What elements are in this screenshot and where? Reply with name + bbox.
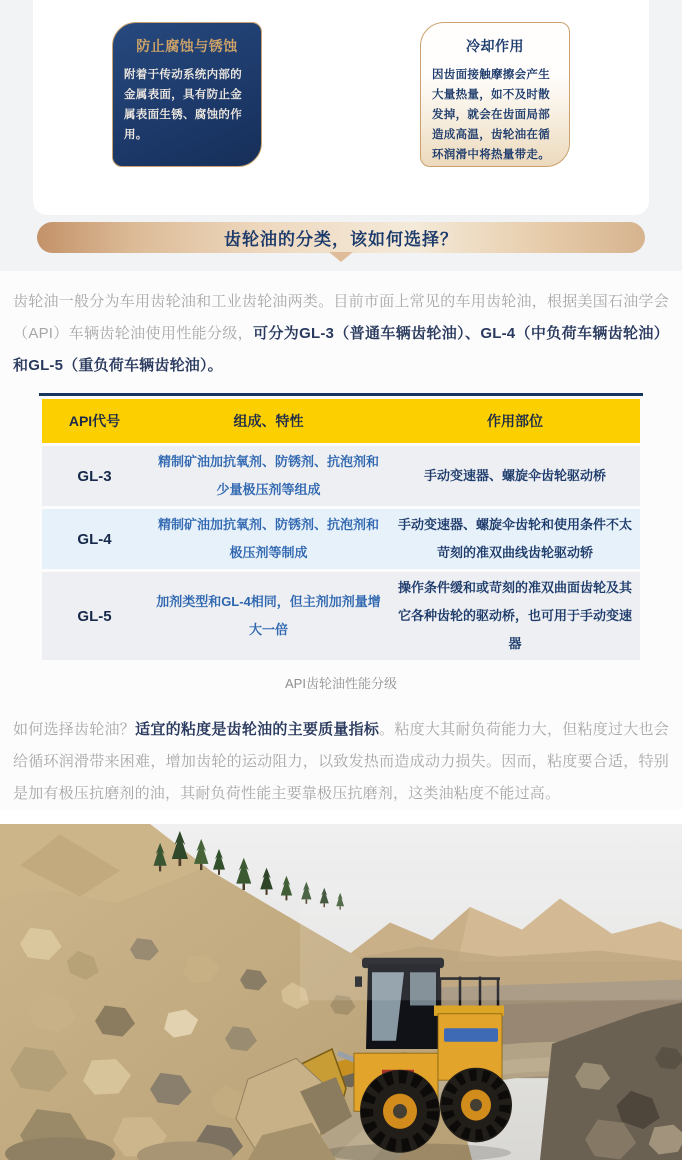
table-header-application: 作用部位 <box>487 413 543 429</box>
section-banner <box>37 222 645 262</box>
loader-front-wheel <box>360 1070 440 1153</box>
table-header-composition: 组成、特性 <box>233 413 304 429</box>
card-title-cooling: 冷却作用 <box>466 38 524 54</box>
api-grade-table <box>39 393 643 660</box>
paragraph-selection-bold: 适宜的粘度是齿轮油的主要质量指标 <box>135 721 380 738</box>
banner-pointer-triangle <box>329 252 353 262</box>
cell-code-gl5: GL-5 <box>77 607 112 625</box>
cell-code-gl3: GL-3 <box>77 467 112 485</box>
quarry-loader-photo <box>0 824 682 1160</box>
cell-application-gl4: 手动变速器、螺旋伞齿轮和使用条件不太苛刻的准双曲线齿轮驱动轿 <box>397 517 632 560</box>
banner-title: 齿轮油的分类，该如何选择？ <box>224 230 458 249</box>
cell-code-gl4: GL-4 <box>77 530 112 548</box>
loader-blue-panel <box>444 1028 498 1041</box>
article-body <box>0 271 682 810</box>
intro-section <box>0 0 682 271</box>
paragraph-classification-normal: 齿轮油一般分为车用齿轮油和工业齿轮油两类。目前市面上常见的车用齿轮油，根据美国石油学会（API）车辆齿轮油使用性能分级， <box>13 293 669 342</box>
paragraph-classification-bold: 可分为GL-3（普通车辆齿轮油）、GL-4（中负荷车辆齿轮油）和GL-5（重负荷车辆齿轮油）。 <box>13 325 669 374</box>
card-title-corrosion: 防止腐蚀与锈蚀 <box>136 38 238 54</box>
card-body-cooling: 因齿面接触摩擦会产生大量热量，如不及时散发掉，就会在齿面局部造成高温，齿轮油在循环润滑中将热量带走。 <box>432 69 550 161</box>
paragraph-classification <box>13 286 669 382</box>
cell-application-gl5: 操作条件缓和或苛刻的准双曲面齿轮及其它各种齿轮的驱动桥，也可用于手动变速器 <box>397 580 632 651</box>
benefit-card-cooling <box>420 22 570 167</box>
table-row-gl4 <box>42 509 640 569</box>
paragraph-selection-rest: 。粘度大其耐负荷能力大，但粘度过大也会给循环润滑带来困难，增加齿轮的运动阻力，以致发热而造成动力损失。因而，粘度要合适，特别是加有极压抗磨剂的油，其耐负荷性能主要靠极压抗磨剂，这类油粘度不能过高。 <box>13 721 669 802</box>
paragraph-selection-lead: 如何选择齿轮油？ <box>13 721 136 738</box>
banner-pill <box>37 222 645 253</box>
table-row-gl3 <box>42 446 640 506</box>
table-header-code: API代号 <box>68 413 121 429</box>
api-grade-table-inner <box>42 399 640 660</box>
cell-composition-gl5: 加剂类型和GL-4相同，但主剂加剂量增大一倍 <box>156 594 381 637</box>
cell-composition-gl4: 精制矿油加抗氧剂、防锈剂、抗泡剂和极压剂等制成 <box>157 517 379 560</box>
loader-rear-wheel <box>440 1068 512 1143</box>
cell-composition-gl3: 精制矿油加抗氧剂、防锈剂、抗泡剂和少量极压剂等组成 <box>157 454 379 497</box>
cell-application-gl3: 手动变速器、螺旋伞齿轮驱动桥 <box>423 468 606 483</box>
benefits-panel <box>33 0 649 215</box>
atmospheric-haze <box>300 881 682 1000</box>
table-caption: API齿轮油性能分级 <box>285 676 397 691</box>
paragraph-selection <box>13 714 669 810</box>
table-header-row <box>42 399 640 443</box>
table-row-gl5 <box>42 572 640 660</box>
card-body-corrosion: 附着于传动系统内部的金属表面，具有防止金属表面生锈、腐蚀的作用。 <box>124 69 242 141</box>
benefit-card-corrosion <box>112 22 262 167</box>
